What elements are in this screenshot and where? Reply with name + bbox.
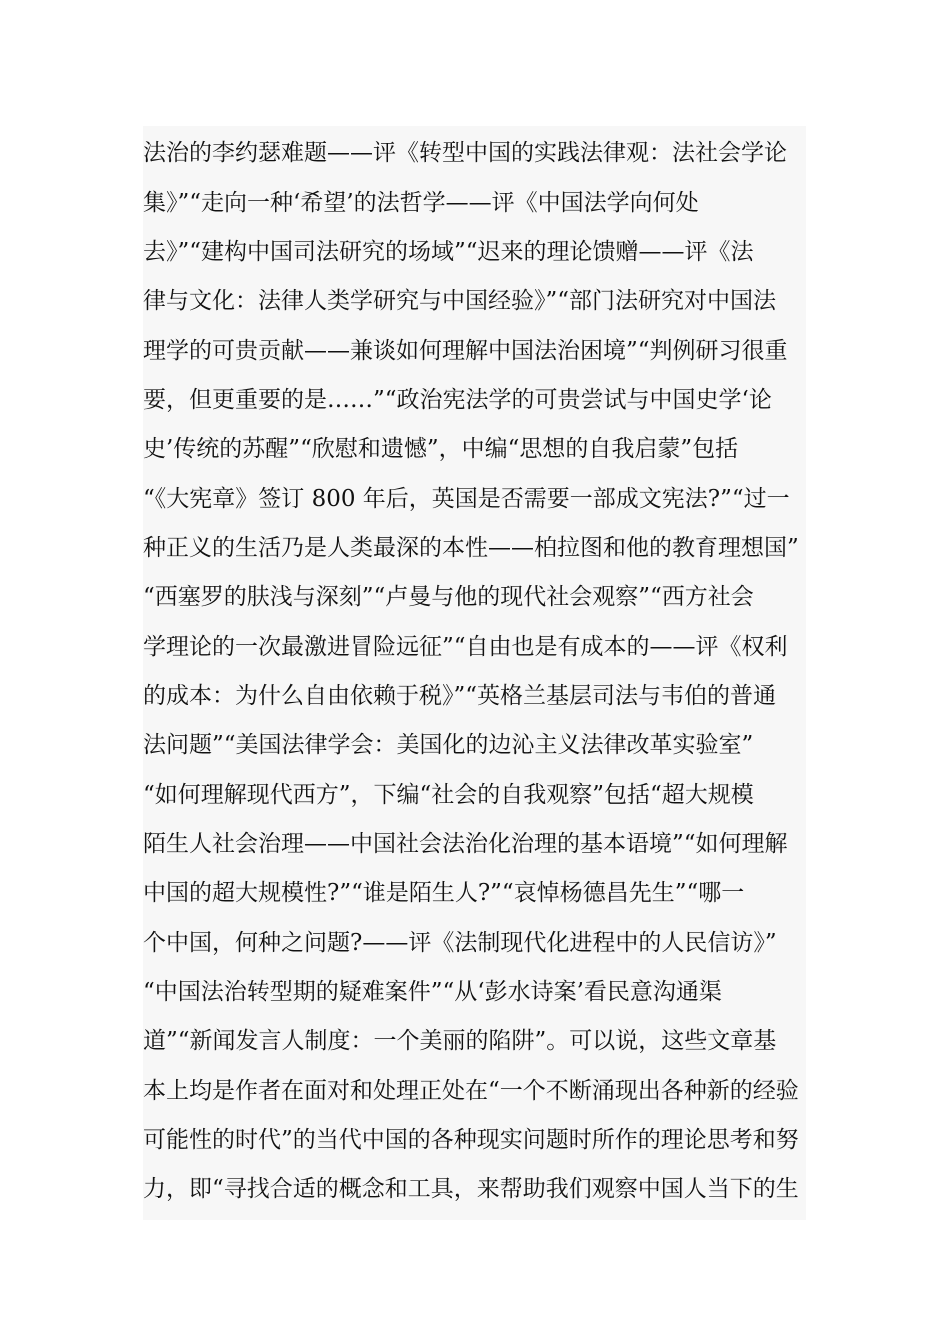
text-line: 史’传统的苏醒”“欣慰和遗憾”，中编“思想的自我启蒙”包括 <box>143 436 739 462</box>
text-line: 陌生人社会治理——中国社会法治化治理的基本语境”“如何理解 <box>143 831 788 857</box>
text-line: 理学的可贵贡献——兼谈如何理解中国法治困境”“判例研习很重 <box>143 338 788 364</box>
text-line: 去》”“建构中国司法研究的场域”“迟来的理论馈赠——评《法 <box>143 239 754 265</box>
text-line: 律与文化：法律人类学研究与中国经验》”“部门法研究对中国法 <box>143 288 777 314</box>
text-line: 可能性的时代”的当代中国的各种现实问题时所作的理论思考和努 <box>143 1127 799 1153</box>
body-text-block <box>143 126 806 1220</box>
text-line: 集》”“走向一种‘希望’的法哲学——评《中国法学向何处 <box>143 190 699 216</box>
text-line: 法治的李约瑟难题——评《转型中国的实践法律观：法社会学论 <box>143 140 787 166</box>
text-line: 要，但更重要的是……”“政治宪法学的可贵尝试与中国史学‘论 <box>143 387 772 413</box>
text-line: 道”“新闻发言人制度：一个美丽的陷阱”。可以说，这些文章基 <box>143 1028 777 1054</box>
text-line: 法问题”“美国法律学会：美国化的边沁主义法律改革实验室” <box>143 732 754 758</box>
text-line: 种正义的生活乃是人类最深的本性——柏拉图和他的教育理想国” <box>143 535 799 561</box>
text-line: 学理论的一次最激进冒险远征”“自由也是有成本的——评《权利 <box>143 634 788 660</box>
text-line: 力，即“寻找合适的概念和工具，来帮助我们观察中国人当下的生 <box>143 1176 799 1202</box>
text-line: 的成本：为什么自由依赖于税》”“英格兰基层司法与韦伯的普通 <box>143 683 777 709</box>
text-line: “《大宪章》签订 800 年后，英国是否需要一部成文宪法?”“过一 <box>143 486 790 512</box>
text-line: “如何理解现代西方”，下编“社会的自我观察”包括“超大规模 <box>143 782 754 808</box>
text-line: 本上均是作者在面对和处理正处在“一个不断涌现出各种新的经验 <box>143 1078 799 1104</box>
text-line: 个中国，何种之问题?——评《法制现代化进程中的人民信访》” <box>143 930 777 956</box>
text-line: “中国法治转型期的疑难案件”“从‘彭水诗案’看民意沟通渠 <box>143 979 722 1005</box>
text-line: 中国的超大规模性?”“谁是陌生人?”“哀悼杨德昌先生”“哪一 <box>143 880 745 906</box>
text-line: “西塞罗的肤浅与深刻”“卢曼与他的现代社会观察”“西方社会 <box>143 584 754 610</box>
